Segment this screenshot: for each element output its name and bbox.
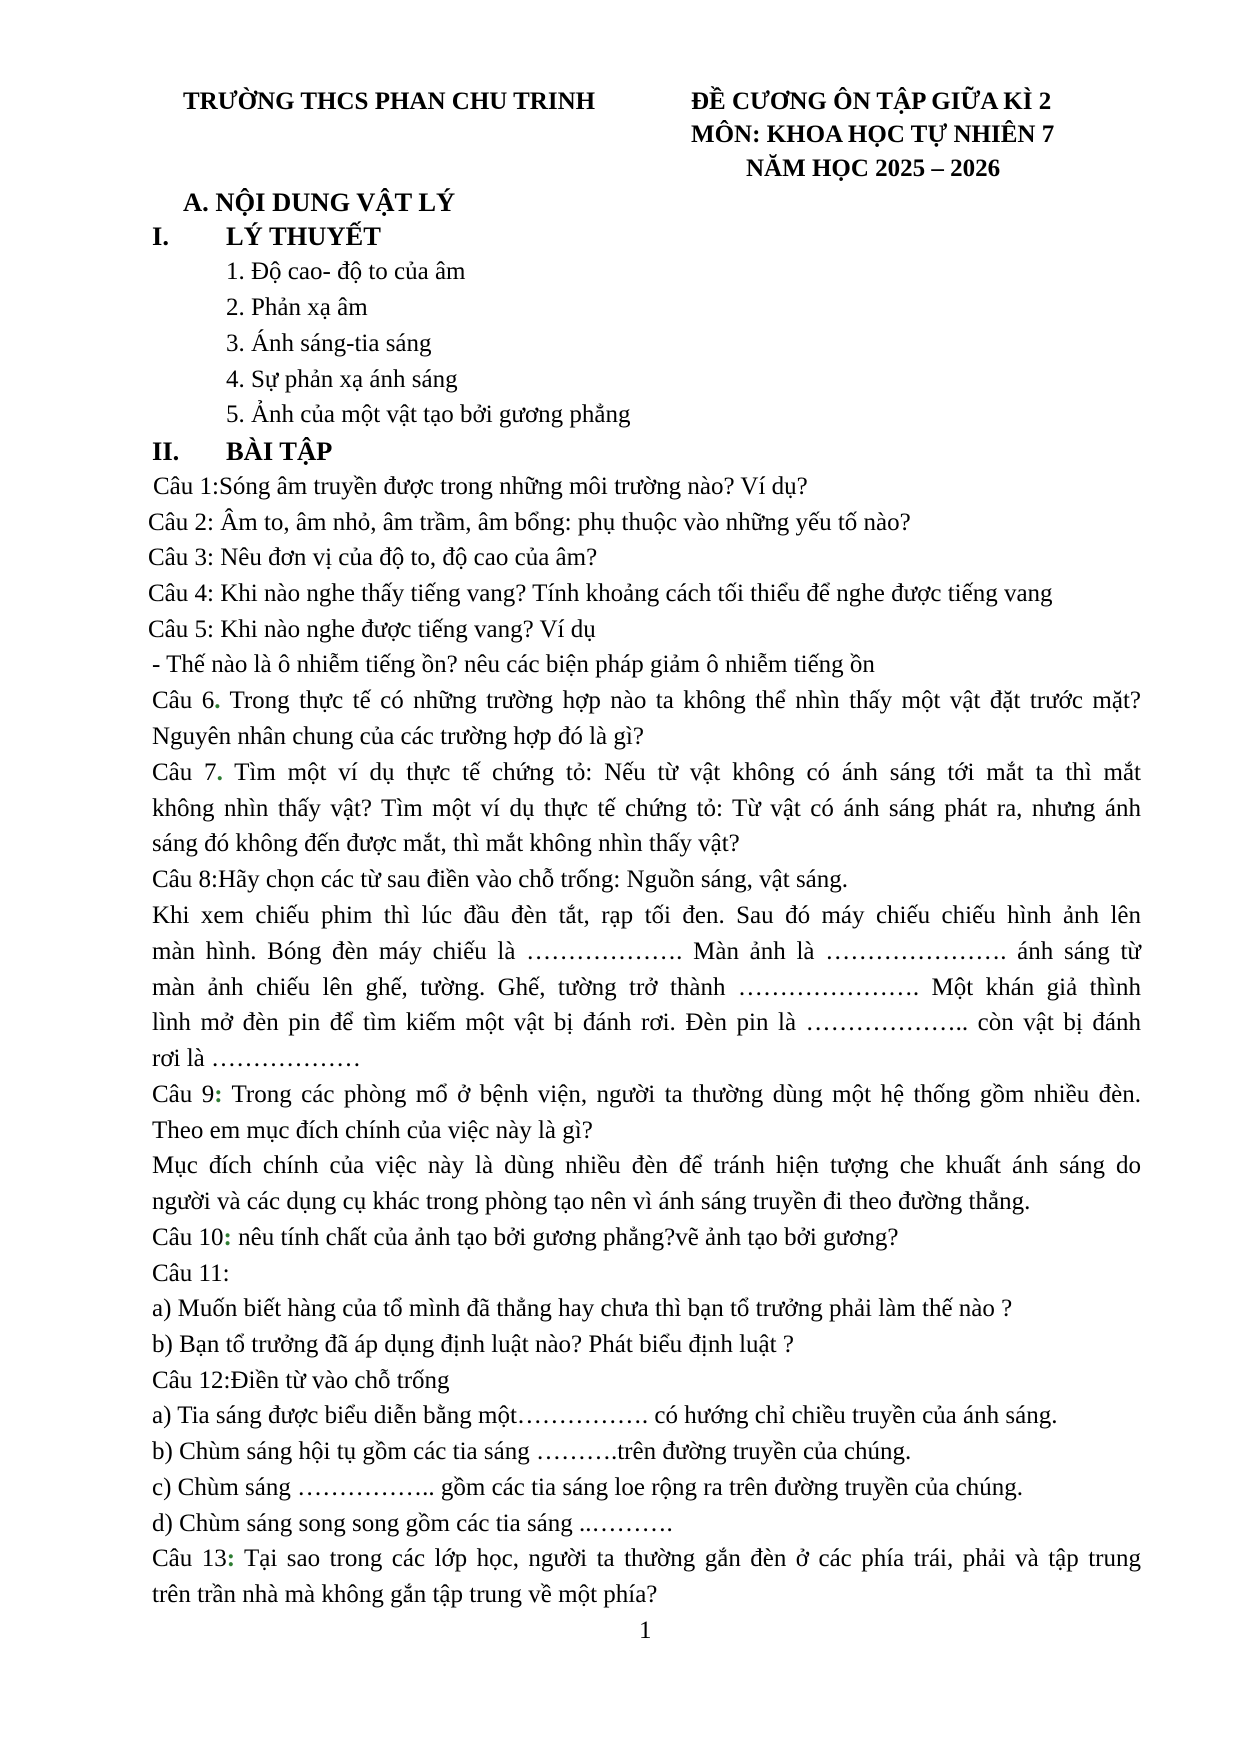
question-12-d: d) Chùm sáng song song gồm các tia sáng ..………. <box>152 1510 673 1537</box>
question-7-text: Tìm một ví dụ thực tế chứng tỏ: Nếu từ vật không có ánh sáng tới mắt ta thì mắt <box>222 759 1141 786</box>
question-13-line <box>152 1545 1141 1573</box>
theory-item: 2. Phản xạ âm <box>226 294 368 321</box>
part-1-title: LÝ THUYẾT <box>226 221 381 251</box>
question-4: Câu 4: Khi nào nghe thấy tiếng vang? Tính khoảng cách tối thiểu để nghe được tiếng vang <box>148 580 1053 607</box>
school-year: NĂM HỌC 2025 – 2026 <box>746 155 1001 182</box>
question-13-line-2: trên trần nhà mà không gắn tập trung về một phía? <box>152 1581 658 1608</box>
question-2: Câu 2: Âm to, âm nhỏ, âm trầm, âm bổng: phụ thuộc vào những yếu tố nào? <box>148 509 911 536</box>
question-11: Câu 11: <box>152 1260 230 1287</box>
question-12-b: b) Chùm sáng hội tụ gồm các tia sáng ……….trên đường truyền của chúng. <box>152 1438 912 1465</box>
question-7-label: Câu 7 <box>152 759 217 786</box>
question-9-colon: : <box>214 1081 223 1108</box>
question-8-paragraph-line: màn ảnh chiếu lên ghế, tường. Ghế, tường trở thành …………………. Một khán giả thình <box>152 974 1141 1001</box>
question-3: Câu 3: Nêu đơn vị của độ to, độ cao của âm? <box>148 544 598 571</box>
question-12: Câu 12:Điền từ vào chỗ trống <box>152 1367 450 1394</box>
section-a-heading: A. NỘI DUNG VẬT LÝ <box>183 187 456 217</box>
question-9-text: Trong các phòng mổ ở bệnh viện, người ta thường dùng một hệ thống gồm nhiều đèn. <box>222 1081 1141 1108</box>
document-title: ĐỀ CƯƠNG ÔN TẬP GIỮA KÌ 2 <box>691 88 1052 115</box>
theory-item: 5. Ảnh của một vật tạo bởi gương phẳng <box>226 401 631 428</box>
question-10-line <box>152 1224 898 1252</box>
question-13-label: Câu 13 <box>152 1545 227 1572</box>
question-9-answer-line: người và các dụng cụ khác trong phòng tạo nên vì ánh sáng truyền đi theo đường thẳng. <box>152 1188 1031 1215</box>
question-13-text: Tại sao trong các lớp học, người ta thường gắn đèn ở các phía trái, phải và tập trung <box>235 1545 1141 1572</box>
question-10-colon: : <box>223 1224 232 1251</box>
theory-item: 3. Ánh sáng-tia sáng <box>226 330 432 357</box>
question-9-label: Câu 9 <box>152 1081 215 1108</box>
question-8-paragraph-line: Khi xem chiếu phim thì lúc đầu đèn tắt, rạp tối đen. Sau đó máy chiếu chiếu hình ảnh lên <box>152 902 1141 929</box>
question-9-answer-line: Mục đích chính của việc này là dùng nhiều đèn để tránh hiện tượng che khuất ánh sáng do <box>152 1152 1141 1179</box>
question-6-line <box>152 687 1141 715</box>
part-1-number: I. <box>152 221 169 251</box>
question-5: Câu 5: Khi nào nghe được tiếng vang? Ví dụ <box>148 616 596 643</box>
page-number: 1 <box>639 1617 652 1644</box>
question-8-paragraph-line: màn hình. Bóng đèn máy chiếu là ………………. Màn ảnh là …………………. ánh sáng từ <box>152 938 1141 965</box>
question-7-line-2: không nhìn thấy vật? Tìm một ví dụ thực tế chứng tỏ: Từ vật có ánh sáng phát ra, nhưng ánh <box>152 795 1141 822</box>
question-6-line-2: Nguyên nhân chung của các trường hợp đó là gì? <box>152 723 644 750</box>
question-11-b: b) Bạn tổ trưởng đã áp dụng định luật nào? Phát biểu định luật ? <box>152 1331 794 1358</box>
question-6-dot: . <box>214 687 221 714</box>
question-12-a: a) Tia sáng được biểu diễn bằng một……………. có hướng chỉ chiều truyền của ánh sáng. <box>152 1402 1058 1429</box>
question-8-paragraph-line: rơi là ……………… <box>152 1045 362 1072</box>
question-9-line-2: Theo em mục đích chính của việc này là gì? <box>152 1117 593 1144</box>
part-2-number: II. <box>152 436 180 466</box>
question-10-label: Câu 10 <box>152 1224 224 1251</box>
part-2-title: BÀI TẬP <box>226 436 333 466</box>
question-8: Câu 8:Hãy chọn các từ sau điền vào chỗ trống: Nguồn sáng, vật sáng. <box>152 866 849 893</box>
question-7-line <box>152 759 1141 787</box>
question-12-c: c) Chùm sáng …………….. gồm các tia sáng loe rộng ra trên đường truyền của chúng. <box>152 1474 1023 1501</box>
school-name: TRƯỜNG THCS PHAN CHU TRINH <box>183 88 596 115</box>
question-7-dot: . <box>216 759 223 786</box>
question-11-a: a) Muốn biết hàng của tổ mình đã thẳng hay chưa thì bạn tổ trưởng phải làm thế nào ? <box>152 1295 1013 1322</box>
subject-line: MÔN: KHOA HỌC TỰ NHIÊN 7 <box>691 121 1055 148</box>
question-9-line <box>152 1081 1141 1109</box>
theory-item: 1. Độ cao- độ to của âm <box>226 258 466 285</box>
question-6-label: Câu 6 <box>152 687 215 714</box>
question-7-line-3: sáng đó không đến được mắt, thì mắt không nhìn thấy vật? <box>152 830 740 857</box>
question-5-extra: - Thế nào là ô nhiễm tiếng ồn? nêu các biện pháp giảm ô nhiễm tiếng ồn <box>152 651 875 678</box>
question-13-colon: : <box>226 1545 236 1572</box>
question-6-text: Trong thực tế có những trường hợp nào ta không thể nhìn thấy một vật đặt trước mặt? <box>220 687 1142 714</box>
question-10-text: nêu tính chất của ảnh tạo bởi gương phẳng?vẽ ảnh tạo bởi gương? <box>231 1224 899 1251</box>
question-8-paragraph-line: lình mở đèn pin để tìm kiếm một vật bị đánh rơi. Đèn pin là ……………….. còn vật bị đánh <box>152 1009 1141 1036</box>
theory-item: 4. Sự phản xạ ánh sáng <box>226 366 458 393</box>
question-1: Câu 1:Sóng âm truyền được trong những môi trường nào? Ví dụ? <box>153 473 808 500</box>
